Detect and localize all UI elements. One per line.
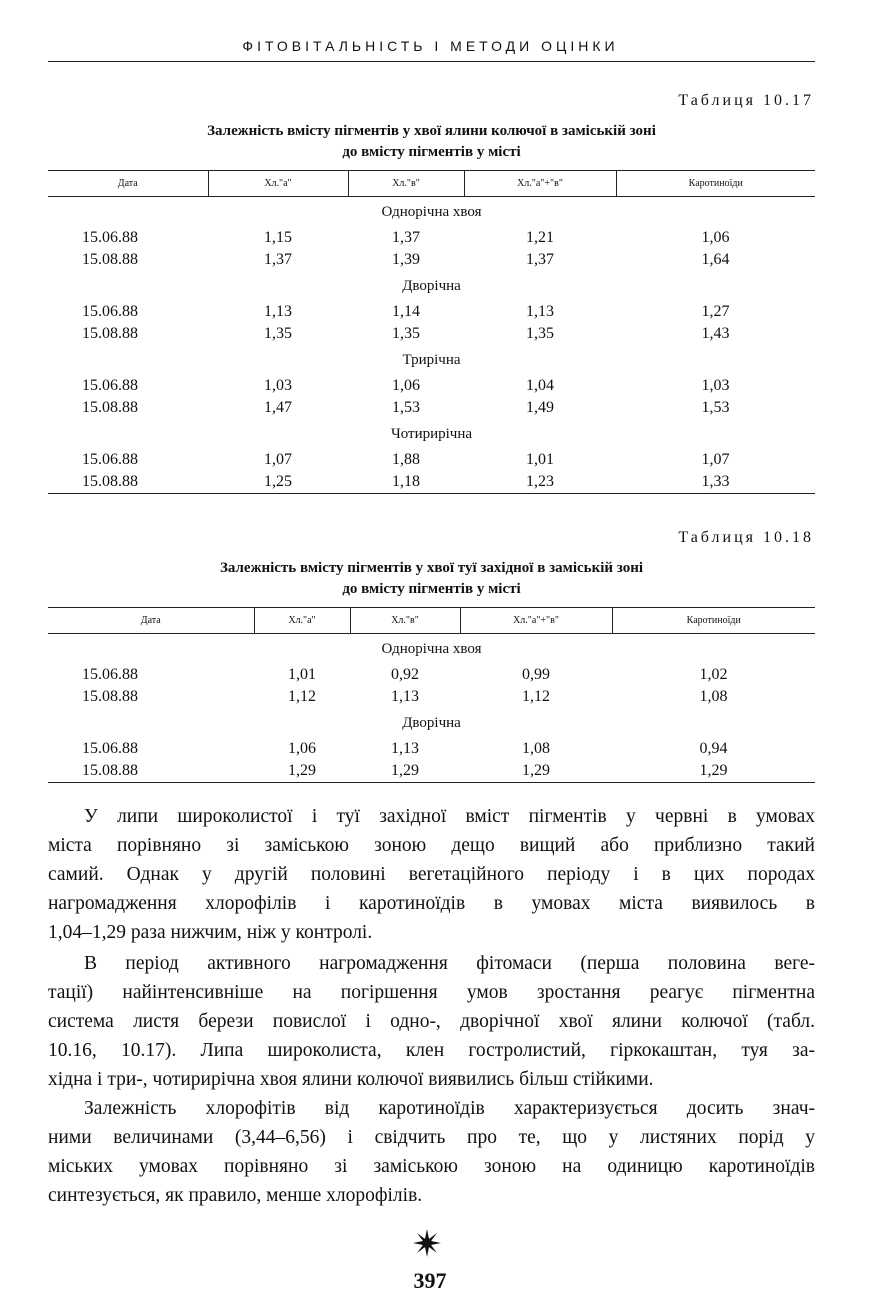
column-header: Каротиноїди xyxy=(616,171,815,197)
group-row xyxy=(48,634,815,665)
group-row xyxy=(48,197,815,228)
date-cell: 15.08.88 xyxy=(82,251,138,268)
value-cell: 1,25 xyxy=(208,471,348,494)
column-header: Дата xyxy=(48,171,208,197)
value-cell: 1,02 xyxy=(699,666,728,683)
value-cell: 1,29 xyxy=(612,760,815,783)
date-cell: 15.06.88 xyxy=(82,303,138,320)
value-cell: 1,03 xyxy=(264,377,292,394)
text-line: У липи широколистої і туї західної вміст пігментів у червні в умовах xyxy=(84,806,815,827)
value-cell: 1,29 xyxy=(460,760,612,783)
text-line: тації) найінтенсивніше на погіршення умов зростання реагує пігментна xyxy=(48,982,815,1003)
value-cell: 1,08 xyxy=(699,688,728,705)
value-cell: 1,15 xyxy=(264,229,292,246)
date-cell: 15.08.88 xyxy=(82,399,138,416)
value-cell: 1,12 xyxy=(522,688,550,705)
value-cell: 1,35 xyxy=(392,325,420,342)
data-table xyxy=(48,607,815,783)
table-row xyxy=(48,686,815,708)
body-paragraph xyxy=(48,802,815,947)
value-cell: 1,01 xyxy=(288,666,316,683)
value-cell: 1,43 xyxy=(701,325,730,342)
value-cell: 1,33 xyxy=(616,471,815,494)
group-row xyxy=(48,708,815,738)
ornament-icon xyxy=(412,1228,442,1258)
date-cell: 15.06.88 xyxy=(82,229,138,246)
table-title xyxy=(48,558,815,600)
value-cell: 1,13 xyxy=(264,303,292,320)
table-row xyxy=(48,738,815,760)
value-cell: 0,94 xyxy=(699,740,728,757)
value-cell: 1,53 xyxy=(392,399,420,416)
value-cell: 1,03 xyxy=(701,377,730,394)
date-cell: 15.08.88 xyxy=(82,688,138,705)
value-cell: 1,06 xyxy=(701,229,730,246)
text-line: В період активного нагромадження фітомаси (перша половина веге- xyxy=(84,953,815,974)
text-line: міста порівняно зі заміською зоною дещо вищий або приблизно такий xyxy=(48,835,815,856)
value-cell: 1,47 xyxy=(264,399,292,416)
value-cell: 1,04 xyxy=(526,377,554,394)
table-row xyxy=(48,664,815,686)
value-cell: 1,12 xyxy=(288,688,316,705)
value-cell: 0,92 xyxy=(391,666,419,683)
group-label: Однорічна хвоя xyxy=(381,204,482,220)
date-cell: 15.08.88 xyxy=(48,471,208,494)
text-line: 1,04–1,29 раза нижчим, ніж у контролі. xyxy=(48,922,373,943)
table-title-line: до вмісту пігментів у місті xyxy=(342,144,521,160)
group-label: Однорічна хвоя xyxy=(381,641,482,657)
value-cell: 1,07 xyxy=(701,451,730,468)
column-header: Каротиноїди xyxy=(612,608,815,634)
value-cell: 1,37 xyxy=(526,251,554,268)
table-row xyxy=(48,449,815,471)
table-title-line: до вмісту пігментів у місті xyxy=(342,581,521,597)
text-line: нагромадження хлорофілів і каротиноїдів в умовах міста виявилось в xyxy=(48,893,815,914)
value-cell: 1,37 xyxy=(264,251,292,268)
group-row xyxy=(48,419,815,449)
column-header: Хл."а" xyxy=(254,608,350,634)
value-cell: 1,13 xyxy=(391,740,419,757)
column-header: Хл."в" xyxy=(350,608,460,634)
table-row xyxy=(48,397,815,419)
table-title-line: Залежність вмісту пігментів у хвої туї західної в заміській зоні xyxy=(219,560,644,576)
text-line: синтезується, як правило, менше хлорофілів. xyxy=(48,1185,423,1206)
value-cell: 1,08 xyxy=(522,740,550,757)
value-cell: 0,99 xyxy=(522,666,550,683)
value-cell: 1,49 xyxy=(526,399,554,416)
text-line: міських умовах порівняно зі заміською зоною на одиницю каротиноїдів xyxy=(48,1156,815,1177)
group-label: Чотирирічна xyxy=(390,426,473,442)
date-cell: 15.06.88 xyxy=(82,740,138,757)
group-label: Трирічна xyxy=(402,352,461,368)
value-cell: 1,01 xyxy=(526,451,554,468)
body-paragraph xyxy=(48,1094,815,1210)
running-head: ФІТОВІТАЛЬНІСТЬ І МЕТОДИ ОЦІНКИ xyxy=(242,38,619,54)
group-row xyxy=(48,345,815,375)
value-cell: 1,07 xyxy=(264,451,292,468)
value-cell: 1,88 xyxy=(392,451,420,468)
table-title-line: Залежність вмісту пігментів у хвої ялини колючої в заміській зоні xyxy=(207,123,656,139)
value-cell: 1,14 xyxy=(392,303,420,320)
column-header: Хл."в" xyxy=(348,171,464,197)
column-header: Хл."а" xyxy=(208,171,348,197)
table-row xyxy=(48,323,815,345)
value-cell: 1,06 xyxy=(288,740,316,757)
text-line: самий. Однак у другій половині вегетаційного періоду і в цих породах xyxy=(48,864,815,885)
text-line: Залежність хлорофітів від каротиноїдів характеризується досить знач- xyxy=(84,1098,815,1119)
value-cell: 1,35 xyxy=(526,325,554,342)
group-row xyxy=(48,271,815,301)
date-cell: 15.08.88 xyxy=(48,760,254,783)
value-cell: 1,39 xyxy=(392,251,420,268)
header-rule xyxy=(48,61,815,62)
table-title xyxy=(48,121,815,163)
value-cell: 1,06 xyxy=(392,377,420,394)
table-row xyxy=(48,227,815,249)
table-row xyxy=(48,301,815,323)
text-line: система листя берези повислої і одно-, дворічної хвої ялини колючої (табл. xyxy=(48,1011,815,1032)
column-header: Дата xyxy=(48,608,254,634)
body-paragraph xyxy=(48,949,815,1094)
value-cell: 1,64 xyxy=(701,251,730,268)
date-cell: 15.06.88 xyxy=(82,451,138,468)
data-table xyxy=(48,170,815,494)
table-row xyxy=(48,760,815,783)
value-cell: 1,35 xyxy=(264,325,292,342)
value-cell: 1,37 xyxy=(392,229,420,246)
text-line: хідна і три-, чотирирічна хвоя ялини колючої виявились більш стійкими. xyxy=(48,1069,654,1090)
text-line: ними величинами (3,44–6,56) і свідчить про те, що у листяних порід у xyxy=(48,1127,815,1148)
value-cell: 1,21 xyxy=(526,229,554,246)
value-cell: 1,53 xyxy=(701,399,730,416)
table-row xyxy=(48,249,815,271)
group-label: Дворічна xyxy=(402,278,461,294)
value-cell: 1,29 xyxy=(350,760,460,783)
text-line: 10.16, 10.17). Липа широколиста, клен гостролистий, гіркокаштан, туя за- xyxy=(48,1040,815,1061)
date-cell: 15.06.88 xyxy=(82,666,138,683)
table-row xyxy=(48,471,815,494)
date-cell: 15.08.88 xyxy=(82,325,138,342)
value-cell: 1,27 xyxy=(701,303,730,320)
column-header: Хл."а"+"в" xyxy=(464,171,616,197)
value-cell: 1,18 xyxy=(348,471,464,494)
date-cell: 15.06.88 xyxy=(82,377,138,394)
table-row xyxy=(48,375,815,397)
table-number: Таблиця 10.18 xyxy=(678,529,814,546)
value-cell: 1,29 xyxy=(254,760,350,783)
column-header: Хл."а"+"в" xyxy=(460,608,612,634)
value-cell: 1,23 xyxy=(464,471,616,494)
group-label: Дворічна xyxy=(402,715,461,731)
value-cell: 1,13 xyxy=(391,688,419,705)
value-cell: 1,13 xyxy=(526,303,554,320)
page-number: 397 xyxy=(413,1268,447,1293)
table-number: Таблиця 10.17 xyxy=(678,92,814,109)
